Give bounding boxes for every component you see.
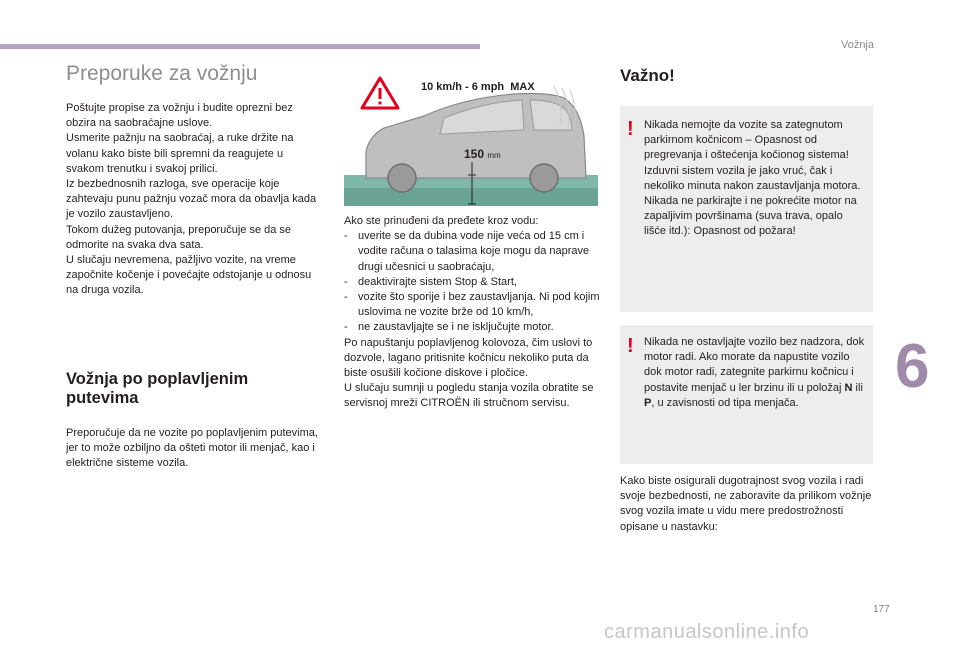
water-depth: [344, 188, 598, 206]
paragraph: Iz bezbednosnih razloga, sve operacije koje zahtevaju punu pažnju vozač mora da obavlja kada je vozilo zaustavljeno.: [66, 178, 317, 221]
list-item: - uverite se da dubina vode nije veća od 15 cm i vodite računa o talasima koje mogu da naprave drugi učesnici u saobraćaju,: [344, 229, 604, 275]
rear-wheel: [530, 164, 558, 192]
warning-text-part: ili: [852, 381, 863, 394]
front-wheel: [388, 164, 416, 192]
section-title: Vožnja: [840, 39, 874, 51]
instruction-list: [344, 229, 604, 335]
list-item: - deaktivirajte sistem Stop & Start,: [344, 275, 604, 290]
paragraph: Usmerite pažnju na saobraćaj, a ruke držite na volanu kako biste bili spremni da reagujete u svakom trenutku i svakoj prilici.: [66, 132, 294, 175]
flooded-roads-text: Preporučuje da ne vozite po poplavljenim putevima, jer to može ozbiljno da ošteti motor ili menjač, kao i električne sisteme vozila.: [66, 427, 318, 470]
flood-driving-illustration: [344, 76, 598, 206]
depth-unit: mm: [487, 151, 501, 160]
paragraph: U slučaju nevremena, pažljivo vozite, na vreme započnite kočenje i povećajte odstojanje u odnosu na druga vozila.: [66, 254, 312, 297]
paragraph: Tokom dužeg putovanja, preporučuje se da se odmorite na svaka dva sata.: [66, 223, 292, 251]
speed-limit-label: 10 km/h - 6 mph MAX: [421, 81, 535, 93]
exclamation-icon: !: [627, 335, 634, 357]
page-title: Preporuke za vožnju: [66, 62, 258, 85]
gear-n-label: N: [844, 381, 853, 394]
flooded-roads-section: [66, 370, 326, 472]
page-number: 177: [873, 604, 890, 615]
flood-instructions: [344, 214, 604, 412]
chapter-number: 6: [895, 332, 930, 401]
after-flood-text: Po napuštanju poplavljenog kolovoza, čim uslovi to dozvole, lagano pritisnite kočnicu nekoliko puta da biste osušili kočione diskove i pločice.: [344, 336, 593, 380]
heading-line: Vožnja po poplavljenim: [66, 370, 249, 388]
service-text: U slučaju sumnji u pogledu stanja vozila obratite se servisnoj mreži CITROËN ili stručnom servisu.: [344, 382, 594, 410]
recommendations-text: [66, 101, 324, 299]
watermark: carmanualsonline.info: [604, 621, 810, 643]
warning-note: [620, 106, 873, 312]
warning-note: [620, 325, 873, 464]
depth-value: 150: [464, 147, 485, 161]
warning-text: [644, 335, 867, 411]
list-item: - vozite što sporije i bez zaustavljanja. Ni pod kojim uslovima ne vozite brže od 10 km/h,: [344, 290, 604, 320]
list-item: - ne zaustavljajte se i ne isključujte motor.: [344, 320, 604, 335]
closing-text: Kako biste osigurali dugotrajnost svog vozila i radi svoje bezbednosti, ne zaboravite da prilikom vožnje svog vozila imate u vidu mere predostrožnosti opisane u nastavku:: [620, 475, 872, 533]
warning-text-part: Nikada ne ostavljajte vozilo bez nadzora, dok motor radi. Ako morate da napustite vozilo dok motor radi, zategnite parkirnu kočnicu i postavite menjač u ler brzinu ili u položaj: [644, 336, 865, 394]
intro-text: Ako ste prinuđeni da pređete kroz vodu:: [344, 215, 539, 227]
paragraph: Poštujte propise za vožnju i budite oprezni bez obzira na saobraćajne uslove.: [66, 102, 293, 130]
driving-recommendations: [66, 61, 324, 299]
gear-p-label: P: [644, 396, 652, 409]
warning-text-part: , u zavisnosti od tipa menjača.: [651, 396, 799, 409]
heading-line: putevima: [66, 389, 139, 407]
warning-text: Nikada nemojte da vozite sa zategnutom parkirnom kočnicom – Opasnost od pregrevanja i oštećenja kočionog sistema! Izduvni sistem vozila je jako vruć, čak i nekoliko minuta nakon zaustavljanja motora. Nikada ne parkirajte i ne pokrećite motor na zapaljivim površinama (suva trava, opalo lišće itd.): Opasnost od požara!: [644, 119, 861, 238]
section-heading: [66, 370, 326, 408]
exclamation-icon: !: [627, 118, 634, 140]
header-accent-bar: [0, 44, 480, 49]
warning-triangle-icon: [362, 78, 398, 108]
important-heading: Važno!: [620, 66, 675, 85]
depth-label: [464, 147, 501, 161]
